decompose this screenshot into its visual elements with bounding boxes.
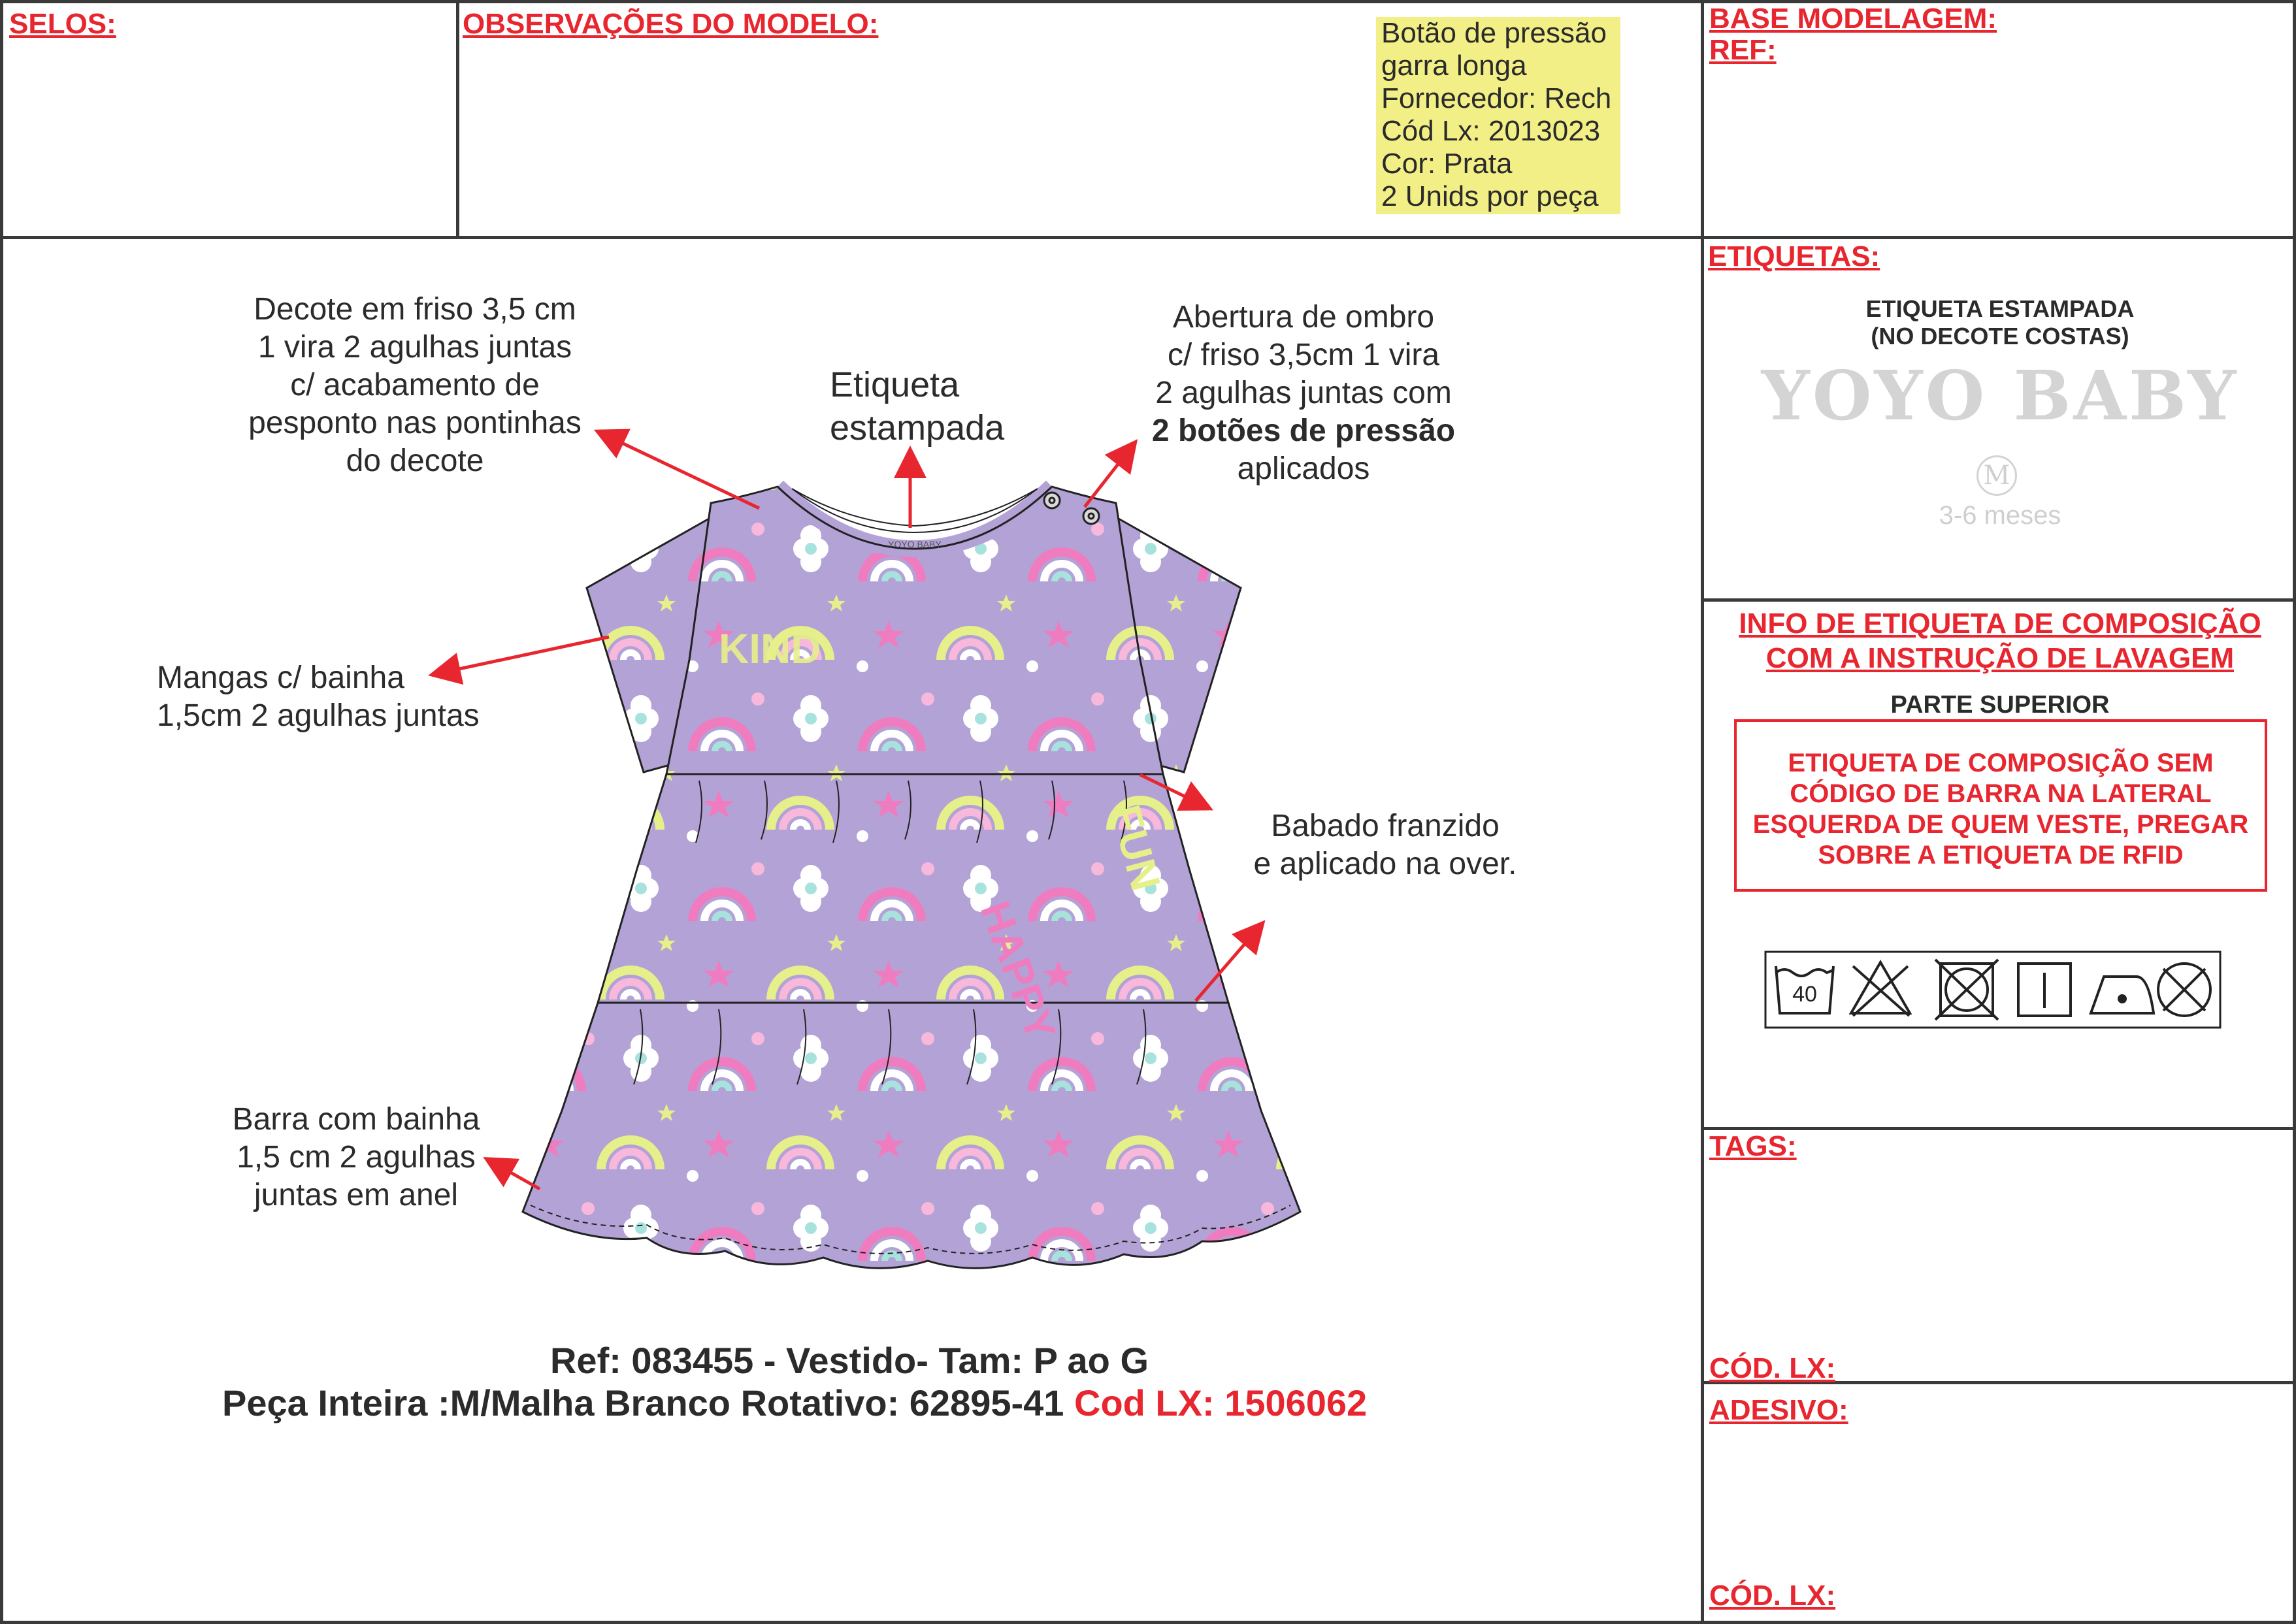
side-rule-1 [1701,236,2296,239]
footer-ref-line: Ref: 083455 - Vestido- Tam: P ao G [549,1340,1149,1381]
annotation-babado [1215,807,1555,883]
arrow-babado [1140,775,1207,807]
ref-label: REF: [1709,34,1777,66]
selos-label: SELOS: [9,8,116,40]
annotation-line: 2 agulhas juntas com [1155,376,1452,410]
annotation-mangas [131,659,536,735]
etiqueta-estampada-title: ETIQUETA ESTAMPADA [1865,295,2135,322]
adesivo-label: ADESIVO: [1709,1394,1848,1426]
wash-temp: 40 [1792,982,1817,1007]
print-word: FUN [1102,800,1170,896]
annotation-line: 2 botões de pressão [1151,414,1456,448]
composicao-title-line2: COM A INSTRUÇÃO DE LAVAGEM [1765,642,2235,674]
print-word: KIND [719,625,821,672]
composicao-line: CÓDIGO DE BARRA NA LATERAL [1790,779,2212,808]
care-symbols [1764,950,2222,1029]
annotation-line: juntas em anel [254,1178,459,1212]
composicao-line: ESQUERDA DE QUEM VESTE, PREGAR [1752,810,2249,839]
footer-material-line [222,1382,1367,1424]
composicao-box [1734,719,2267,892]
footer-cod-lx: Cod LX: 1506062 [1074,1382,1368,1423]
footer-material-text: Peça Inteira :M/Malha Branco Rotativo: 62895-41 [222,1382,1064,1423]
button-spec-line: 2 Unids por peça [1381,180,1599,212]
tags-cod-lx-label: CÓD. LX: [1709,1352,1836,1384]
annotation-abertura [1098,299,1509,488]
annotation-line: Babado franzido [1271,809,1500,843]
arrow-babado-2 [1196,925,1261,1001]
annotation-line: estampada [830,408,1005,447]
annotation-line: 1 vira 2 agulhas juntas [257,330,572,365]
print-word: HAPPY [971,895,1065,1047]
annotation-line: pesponto nas pontinhas [248,406,582,440]
annotation-line: Decote em friso 3,5 cm [254,292,576,327]
side-rule-2 [1701,598,2296,602]
button-spec-line: garra longa [1381,50,1527,82]
annotation-line: c/ acabamento de [290,368,540,402]
annotation-line: Abertura de ombro [1172,300,1435,334]
composicao-title-line1: INFO DE ETIQUETA DE COMPOSIÇÃO [1739,608,2261,640]
size-letter: M [1983,461,2010,491]
annotation-etiqueta [804,363,1039,449]
annotation-line: c/ friso 3,5cm 1 vira [1167,338,1440,372]
garment-neck-label: YOYO BABY [888,539,942,549]
etiqueta-estampada-subtitle: (NO DECOTE COSTAS) [1871,323,2129,349]
annotation-line: aplicados [1237,451,1370,486]
no-tumble-dry-icon [1935,960,1998,1020]
composicao-line: SOBRE A ETIQUETA DE RFID [1818,841,2184,869]
annotation-decote [209,291,621,480]
annotation-line: do decote [346,444,484,478]
etiquetas-label: ETIQUETAS: [1708,240,1880,272]
composicao-line: ETIQUETA DE COMPOSIÇÃO SEM [1788,749,2214,777]
annotation-line: Etiqueta [830,365,960,404]
annotation-barra [196,1101,516,1214]
annotation-line: e aplicado na over. [1253,847,1517,881]
annotation-line: 1,5 cm 2 agulhas [237,1140,476,1175]
observacoes-label: OBSERVAÇÕES DO MODELO: [463,8,879,40]
annotation-line: 1,5cm 2 agulhas juntas [157,698,480,733]
annotation-line: Barra com bainha [232,1102,480,1137]
button-spec-line: Fornecedor: Rech [1381,82,1612,114]
parte-superior-label: PARTE SUPERIOR [1890,691,2110,719]
tags-label: TAGS: [1709,1130,1797,1162]
size-range: 3-6 meses [1939,501,2061,530]
brand-logo: YOYO BABY [1761,355,2239,436]
size-badge [1976,455,2017,496]
button-spec-line: Cód Lx: 2013023 [1381,115,1601,147]
arrow-decote [600,432,759,508]
button-spec-line: Botão de pressão [1381,17,1607,49]
adesivo-cod-lx-label: CÓD. LX: [1709,1580,1836,1612]
button-spec-line: Cor: Prata [1381,148,1513,180]
base-modelagem-label: BASE MODELAGEM: [1709,3,1997,35]
annotation-line: Mangas c/ bainha [157,660,404,695]
